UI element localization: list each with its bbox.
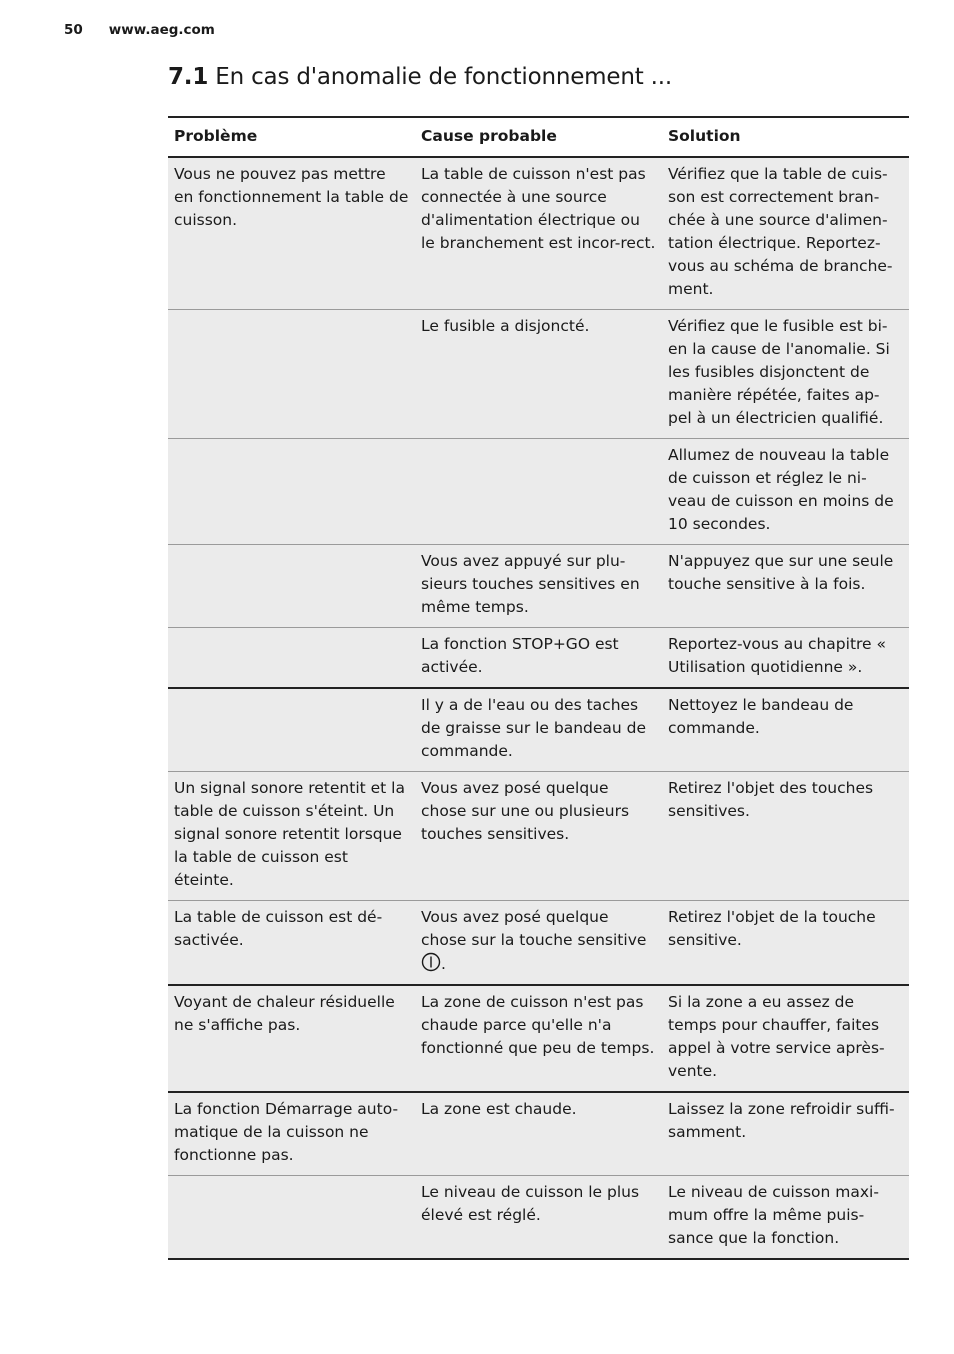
- cause-cell: La zone de cuisson n'est pas chaude parce qu'elle n'a fonctionné que peu de temps.: [421, 993, 655, 1057]
- table-row: [168, 772, 909, 901]
- section-title: En cas d'anomalie de fonctionnement ...: [215, 64, 672, 90]
- solution-cell: Nettoyez le bandeau de commande.: [668, 696, 854, 737]
- problem-cell: [168, 439, 415, 545]
- cause-cell: La fonction STOP+GO est activée.: [421, 635, 619, 676]
- cause-cell: Le niveau de cuisson le plus élevé est réglé.: [421, 1183, 640, 1224]
- problem-cell: [168, 310, 415, 439]
- cause-cell: La table de cuisson n'est pas connectée à une source d'alimentation électrique ou le branchement est incor-rect.: [421, 165, 656, 252]
- power-icon: [421, 952, 441, 972]
- solution-cell: Vérifiez que la table de cuis-son est correctement bran-chée à une source d'alimen-tation électrique. Reportez-vous au schéma de branche-ment.: [668, 165, 893, 298]
- cause-cell: [415, 901, 662, 986]
- problem-cell: [168, 1176, 415, 1260]
- troubleshooting-table: [168, 116, 909, 1260]
- problem-cell: La table de cuisson est dé-sactivée.: [174, 908, 383, 949]
- solution-cell: N'appuyez que sur une seule touche sensitive à la fois.: [668, 552, 894, 593]
- column-header-problem: Problème: [168, 117, 415, 157]
- problem-cell: [168, 545, 415, 628]
- table-row: [168, 901, 909, 986]
- problem-cell: [168, 688, 415, 772]
- problem-cell: Voyant de chaleur résiduelle ne s'affiche pas.: [174, 993, 395, 1034]
- problem-cell: Vous ne pouvez pas mettre en fonctionnement la table de cuisson.: [174, 165, 409, 229]
- table-row: [168, 157, 909, 310]
- section-number: 7.1: [168, 64, 209, 90]
- cause-suffix: .: [441, 955, 446, 973]
- column-header-solution: Solution: [662, 117, 909, 157]
- solution-cell: Le niveau de cuisson maxi-mum offre la même puis-sance que la fonction.: [668, 1183, 879, 1247]
- cause-cell: Vous avez posé quelque chose sur une ou plusieurs touches sensitives.: [421, 779, 630, 843]
- column-header-cause: Cause probable: [415, 117, 662, 157]
- solution-cell: Allumez de nouveau la table de cuisson et réglez le ni-veau de cuisson en moins de 10 secondes.: [668, 446, 894, 533]
- problem-cell: Un signal sonore retentit et la table de cuisson s'éteint. Un signal sonore retentit lorsque la table de cuisson est éteinte.: [174, 779, 405, 889]
- table-row: [168, 1092, 909, 1176]
- website-link[interactable]: www.aeg.com: [108, 22, 215, 38]
- solution-cell: Retirez l'objet des touches sensitives.: [668, 779, 874, 820]
- page-header: [64, 22, 215, 38]
- table-row: [168, 439, 909, 545]
- cause-text: Vous avez posé quelque chose sur la touche sensitive: [421, 908, 647, 949]
- page-number: 50: [64, 22, 83, 38]
- table-row: [168, 310, 909, 439]
- section-heading: [168, 64, 672, 90]
- cause-cell: Le fusible a disjoncté.: [421, 317, 590, 335]
- table-row: [168, 545, 909, 628]
- solution-cell: Retirez l'objet de la touche sensitive.: [668, 908, 876, 949]
- problem-cell: La fonction Démarrage auto-matique de la cuisson ne fonctionne pas.: [174, 1100, 399, 1164]
- solution-cell: Vérifiez que le fusible est bi-en la cause de l'anomalie. Si les fusibles disjonctent de manière répétée, faites ap-pel à un électricien qualifié.: [668, 317, 890, 427]
- cause-cell: Il y a de l'eau ou des taches de graisse sur le bandeau de commande.: [421, 696, 647, 760]
- solution-cell: Reportez-vous au chapitre « Utilisation quotidienne ».: [668, 635, 887, 676]
- table-row: [168, 985, 909, 1092]
- cause-cell: [415, 439, 662, 545]
- problem-cell: [168, 628, 415, 689]
- solution-cell: Laissez la zone refroidir suffi-samment.: [668, 1100, 895, 1141]
- table-header-row: [168, 117, 909, 157]
- cause-cell: La zone est chaude.: [421, 1100, 577, 1118]
- table-row: [168, 688, 909, 772]
- solution-cell: Si la zone a eu assez de temps pour chauffer, faites appel à votre service après-vente.: [668, 993, 885, 1080]
- cause-cell: Vous avez appuyé sur plu-sieurs touches sensitives en même temps.: [421, 552, 640, 616]
- table-row: [168, 1176, 909, 1260]
- table-row: [168, 628, 909, 689]
